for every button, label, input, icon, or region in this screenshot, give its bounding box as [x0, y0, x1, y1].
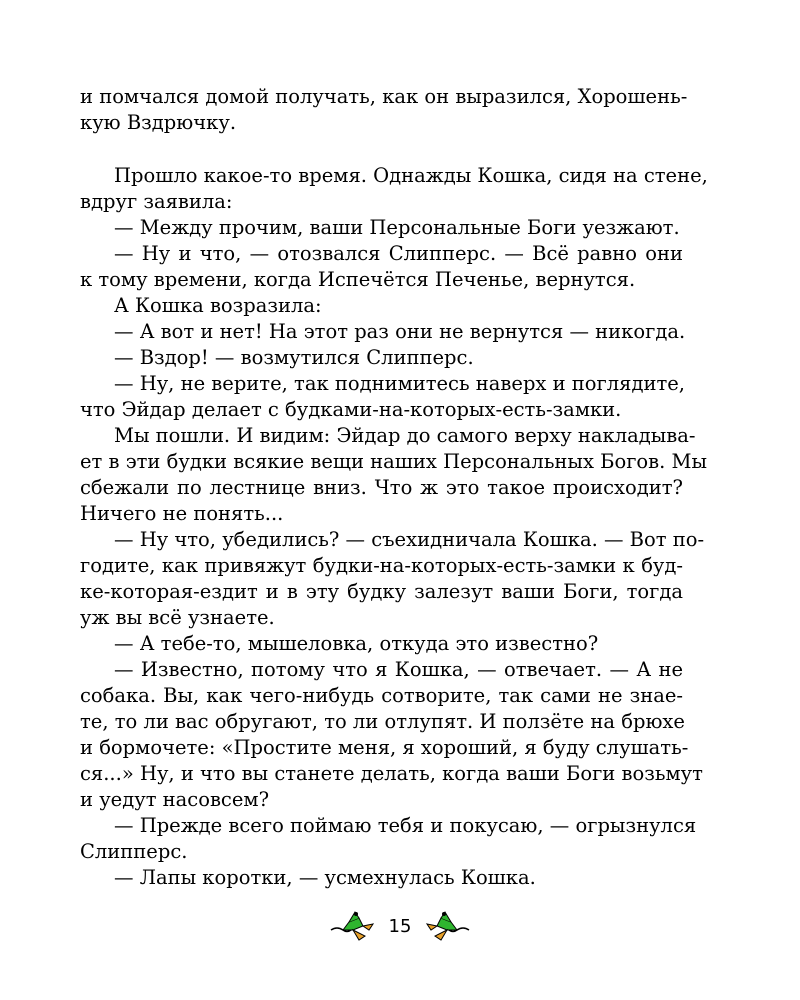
text-line: и помчался домой получать, как он выразился, Хорошень-: [80, 85, 688, 108]
dancing-figure-icon: [427, 912, 469, 940]
text-line: — Известно, потому что я Кошка, — отвечает. — А не: [114, 658, 683, 681]
text-line: — Прежде всего поймаю тебя и покусаю, — огрызнулся: [114, 814, 697, 837]
text-line: — А вот и нет! На этот раз они не вернутся — никогда.: [114, 320, 686, 343]
text-line: ся...» Ну, и что вы станете делать, когда ваши Боги возьмут: [80, 762, 703, 785]
text-line: — Между прочим, ваши Персональные Боги уезжают.: [114, 216, 680, 239]
text-line: уж вы всё узнаете.: [80, 606, 275, 629]
text-line: — Ну, не верите, так поднимитесь наверх и поглядите,: [114, 372, 685, 395]
page-number: 15: [388, 915, 412, 937]
left-ornament-icon: [329, 908, 377, 944]
text-line: — Лапы коротки, — усмехнулась Кошка.: [114, 866, 536, 889]
text-line: кую Вздрючку.: [80, 111, 237, 134]
text-line: Ничего не понять...: [80, 502, 284, 525]
text-line: и уедут насовсем?: [80, 788, 270, 811]
text-line: что Эйдар делает с будками-на-которых-есть-замки.: [80, 398, 622, 421]
text-line: А Кошка возразила:: [114, 294, 322, 317]
paragraph-gap: [80, 136, 683, 163]
text-line: — Вздор! — возмутился Слипперс.: [114, 346, 474, 369]
text-line: ке-которая-ездит и в эту будку залезут ваши Боги, тогда: [80, 580, 683, 603]
text-line: — Ну что, убедились? — съехидничала Кошка. — Вот по-: [114, 528, 705, 551]
text-line: Слипперс.: [80, 840, 188, 863]
text-line: ет в эти будки всякие вещи наших Персональных Богов. Мы: [80, 450, 708, 473]
text-line: сбежали по лестнице вниз. Что ж это такое происходит?: [80, 476, 683, 499]
right-ornament-icon: [423, 908, 471, 944]
text-line: вдруг заявила:: [80, 190, 233, 213]
text-line: и бормочете: «Простите меня, я хороший, я буду слушать-: [80, 736, 689, 759]
text-line: — Ну и что, — отозвался Слипперс. — Всё равно они: [114, 242, 683, 265]
text-line: годите, как привяжут будки-на-которых-есть-замки к буд-: [80, 554, 683, 577]
page-text: [80, 84, 708, 891]
page-footer: [0, 906, 800, 946]
text-line: те, то ли вас обругают, то ли отлупят. И ползёте на брюхе: [80, 710, 685, 733]
dancing-figure-icon: [331, 912, 373, 940]
text-line: Прошло какое-то время. Однажды Кошка, сидя на стене,: [114, 164, 708, 187]
text-line: к тому времени, когда Испечётся Печенье, вернутся.: [80, 268, 636, 291]
text-line: собака. Вы, как чего-нибудь сотворите, так сами не знае-: [80, 684, 683, 707]
text-line: — А тебе-то, мышеловка, откуда это известно?: [114, 632, 599, 655]
text-line: Мы пошли. И видим: Эйдар до самого верху накладыва-: [114, 424, 696, 447]
